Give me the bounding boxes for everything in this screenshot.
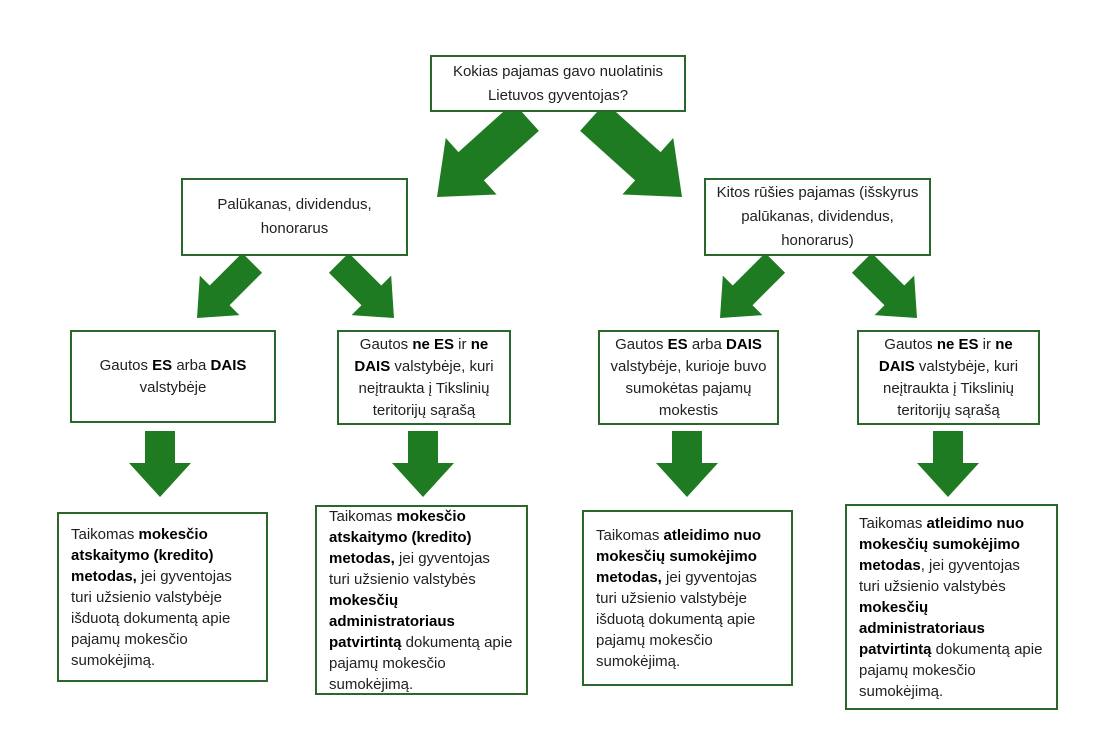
arrow-condition1-to-outcome1 [129, 431, 191, 497]
arrow-condition3-to-outcome3 [656, 431, 718, 497]
arrow-branch1-to-condition2 [319, 243, 414, 338]
outcome-2-text [329, 506, 514, 695]
outcome-box-exemption-method-confirmed [845, 504, 1058, 710]
text-segment: valstybėje [139, 378, 207, 396]
bold-text-segment: ne ES [936, 335, 979, 353]
arrow-branch2-to-condition3 [700, 243, 795, 338]
root-question-text: Kokias pajamas gavo nuolatinis Lietuvos gyventojas? [452, 62, 664, 104]
outcome-4-text [859, 513, 1044, 702]
text-segment: ir [978, 335, 996, 353]
branch-other-text: Kitos rūšies pajamas (išskyrus palūkanas, dividendus, honorarus) [716, 184, 919, 249]
text-segment: Taikomas [71, 525, 139, 543]
text-segment: jei gyventojas turi užsienio valstybės [329, 549, 490, 588]
bold-text-segment: mokesčių administratoriaus patvirtintą [859, 598, 985, 658]
text-segment: Gautos [359, 335, 413, 353]
text-segment: Gautos [99, 356, 153, 374]
bold-text-segment: DAIS [726, 335, 762, 353]
condition-box-non-eu-dais [337, 330, 511, 425]
outcome-1-text [71, 524, 254, 671]
root-question-box [430, 55, 686, 112]
bold-text-segment: mokesčio atskaitymo (kredito) metodas, [71, 525, 214, 585]
branch-box-other-income [704, 178, 931, 256]
bold-text-segment: DAIS [210, 356, 247, 374]
bold-text-segment: atleidimo nuo mokesčių sumokėjimo metodas, [596, 526, 762, 586]
outcome-box-credit-method-document [57, 512, 268, 682]
arrow-condition2-to-outcome2 [392, 431, 454, 497]
bold-text-segment: mokesčių administratoriaus patvirtintą [329, 591, 455, 651]
condition-box-eu-dais-tax-paid [598, 330, 779, 425]
text-segment: jei gyventojas turi užsienio valstybėje išduotą dokumentą apie pajamų mokesčio sumokėjimą. [71, 567, 232, 669]
condition-non-eu-dais-2-text [867, 334, 1030, 422]
bold-text-segment: ne ES [412, 335, 455, 353]
outcome-box-exemption-method-document [582, 510, 793, 686]
text-segment: valstybėje, kuri neįtraukta į Tikslinių teritorijų sąrašą [883, 357, 1019, 419]
condition-box-eu-dais [70, 330, 276, 423]
text-segment: valstybėje, kurioje buvo sumokėtas pajamų mokestis [610, 357, 767, 419]
text-segment: Gautos [884, 335, 937, 353]
arrow-branch1-to-condition1 [177, 243, 272, 338]
branch-interest-text: Palūkanas, dividendus, honorarus [217, 196, 372, 237]
bold-text-segment: ES [667, 335, 688, 353]
bold-text-segment: ne DAIS [878, 335, 1013, 375]
text-segment: Taikomas [596, 526, 664, 544]
outcome-box-credit-method-confirmed [315, 505, 528, 695]
arrow-branch2-to-condition4 [842, 243, 937, 338]
bold-text-segment: mokesčio atskaitymo (kredito) metodas, [329, 507, 472, 567]
text-segment: dokumentą apie pajamų mokesčio sumokėjimą. [329, 633, 513, 693]
bold-text-segment: ne DAIS [354, 335, 489, 375]
text-segment: arba [172, 356, 211, 374]
condition-non-eu-dais-text [347, 334, 501, 422]
condition-eu-dais-text [80, 355, 266, 399]
outcome-3-text [596, 525, 779, 672]
branch-box-interest-dividends [181, 178, 408, 256]
text-segment: valstybėje, kuri neįtraukta į Tikslinių teritorijų sąrašą [358, 357, 494, 419]
text-segment: ir [454, 335, 471, 353]
text-segment: jei gyventojas turi užsienio valstybėje išduotą dokumentą apie pajamų mokesčio sumokėjimą. [596, 568, 757, 670]
text-segment: Taikomas [859, 514, 927, 532]
condition-eu-dais-tax-paid-text [608, 334, 769, 422]
text-segment: dokumentą apie pajamų mokesčio sumokėjimą. [859, 640, 1043, 700]
bold-text-segment: atleidimo nuo mokesčių sumokėjimo metodas [859, 514, 1025, 574]
text-segment: Taikomas [329, 507, 397, 525]
bold-text-segment: ES [152, 356, 173, 374]
text-segment: Gautos [615, 335, 668, 353]
text-segment: , jei gyventojas turi užsienio valstybės [859, 556, 1020, 595]
text-segment: arba [687, 335, 727, 353]
arrow-condition4-to-outcome4 [917, 431, 979, 497]
condition-box-non-eu-dais-2 [857, 330, 1040, 425]
